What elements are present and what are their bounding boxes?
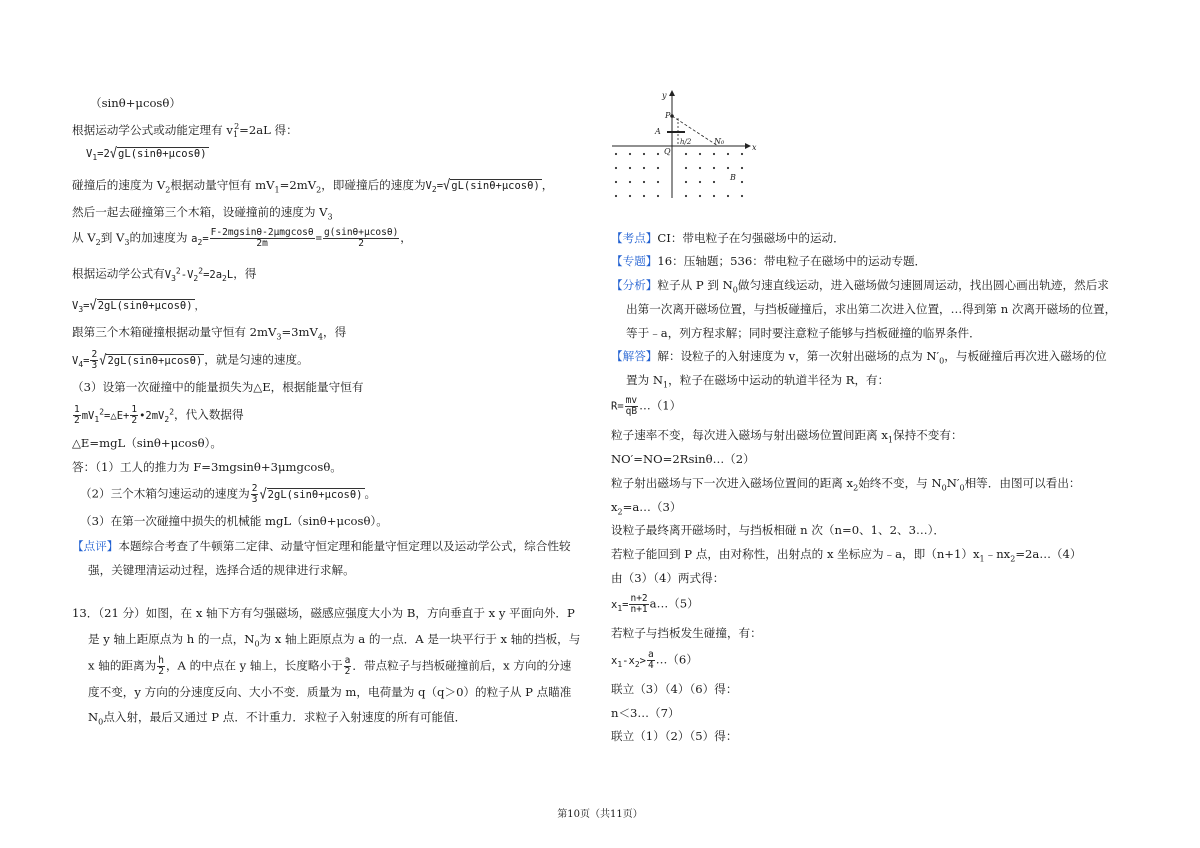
formula-r: R= $\frac{mv}{qB}$ …（1） — [611, 395, 682, 417]
formula-v1: $V_1=2√gL(\sin\theta+\mu\cos\theta)$ — [86, 144, 207, 163]
text-line: △E=mgL（sinθ+μcosθ）。 — [72, 436, 222, 450]
magnetic-field-figure — [610, 88, 770, 200]
text-line: n＜3…（7） — [611, 706, 680, 720]
formula-ineq: $x_1-x_2>$ $\frac{a}{4}$ …（6） — [611, 649, 698, 671]
svg-text:A: A — [655, 127, 661, 136]
svg-text:y: y — [662, 91, 667, 100]
svg-text:N₀: N₀ — [714, 137, 725, 146]
text-line: 然后一起去碰撞第三个木箱，设碰撞前的速度为 $V_3$ — [72, 205, 333, 222]
text-line: 粒子射出磁场与下一次进入磁场位置间的距离 $x_2$始终不变，与 $N_0N'_0$相等．由图可以看出： — [611, 476, 1081, 493]
kaodian-line: 【考点】CI：带电粒子在匀强磁场中的运动． — [611, 231, 845, 245]
zhuanti-line: 【专题】16：压轴题；536：带电粒子在磁场中的运动专题． — [611, 254, 927, 268]
question-line: 13．（21 分）如图，在 x 轴下方有匀强磁场，磁感应强度大小为 B，方向垂直于 x y 平面向外．P — [72, 606, 575, 620]
text-line: 根据运动学公式或动能定理有 $v_1^2=2aL$ 得： — [72, 122, 298, 140]
text-line: 若粒子与挡板发生碰撞，有： — [611, 626, 762, 640]
text-line: 置为 $N_1$，粒子在磁场中运动的轨道半径为 R，有： — [626, 373, 890, 390]
svg-text:x: x — [752, 143, 757, 152]
fenxi-line: 【分析】粒子从 P 到 $N_0$做匀速直线运动，进入磁场做匀速圆周运动，找出圆心画出轨迹，然后求 — [611, 278, 1109, 295]
text-line: 根据运动学公式有$V_3^2-V_2^2=2a_2L$，得 — [72, 266, 257, 283]
energy-formula: $\frac{1}{2}$ $mV_1^2=\triangle E+$ $\frac{1}{2}$ $•2mV_2^2$，代入数据得 — [74, 404, 244, 426]
text-line: NO′=NO=2Rsinθ…（2） — [611, 452, 755, 466]
text-line: 碰撞后的速度为 $V_2$根据动量守恒有 $mV_1=2mV_2$，即碰撞后的速度为$V_2=√gL(\sin\theta+\mu\cos\theta)$ ， — [72, 176, 554, 195]
text-line: 出第一次离开磁场位置，与挡板碰撞后，求出第二次进入位置，…得到第 n 次离开磁场的位置， — [626, 302, 1117, 316]
text-line: 等于﹣a，列方程求解；同时要注意粒子能够与挡板碰撞的临界条件． — [626, 326, 981, 340]
question-line: $N_0$点入射，最后又通过 P 点．不计重力．求粒子入射速度的所有可能值． — [88, 710, 467, 727]
svg-text:Q: Q — [664, 147, 671, 156]
text-line: 跟第三个木箱碰撞根据动量守恒有 $2mV_3=3mV_4$，得 — [72, 325, 347, 342]
text-line: （2）三个木箱匀速运动的速度为 $\frac{2}{3}$ √2gL(sinθ+μcosθ) 。 — [80, 483, 377, 505]
text-line: 强，关键理清运动过程，选择合适的规律进行求解。 — [88, 563, 355, 577]
question-line: 度不变，y 方向的分速度反向、大小不变．质量为 m，电荷量为 q（q＞0）的粒子从 P 点瞄准 — [88, 685, 572, 699]
question-line: x 轴的距离为 $\frac{h}{2}$ ，A 的中点在 y 轴上，长度略小于 $\frac{a}{2}$ ．带点粒子与挡板碰撞前后，x 方向的分速 — [88, 655, 572, 677]
svg-text:h/2: h/2 — [680, 138, 692, 146]
question-line: 是 y 轴上距原点为 h 的一点，$N_0$为 x 轴上距原点为 a 的一点．A 是一块平行于 x 轴的挡板，与 — [88, 632, 581, 649]
page-footer: 第10页（共11页） — [557, 809, 643, 820]
text-line: （3）设第一次碰撞中的能量损失为△E，根据能量守恒有 — [72, 380, 364, 394]
text-line: 若粒子能回到 P 点，由对称性，出射点的 x 坐标应为﹣a，即$(n+1)x_1﹣nx_2=2a\dots(4)$ — [611, 547, 1082, 564]
comment-line: 【点评】本题综合考查了牛顿第二定律、动量守恒定理和能量守恒定理以及运动学公式，综合性较 — [72, 539, 571, 553]
svg-text:B: B — [730, 173, 736, 182]
text-line: $x_2=a\dots(3)$ — [611, 500, 682, 517]
text-line: 答：（1）工人的推力为 F=3mgsinθ+3μmgcosθ。 — [72, 460, 342, 474]
formula-v3: $V_3=√2gL(\sin\theta+\mu\cos\theta)$ ， — [72, 296, 206, 315]
text-line: 联立（1）（2）（5）得： — [611, 729, 738, 743]
jieda-line: 【解答】解：设粒子的入射速度为 v，第一次射出磁场的点为 $N'_0$，与板碰撞后再次进入磁场的位 — [611, 349, 1107, 366]
text-line: 设粒子最终离开磁场时，与挡板相碰 n 次（n=0、1、2、3…）． — [611, 523, 945, 537]
svg-text:P: P — [665, 111, 671, 120]
text-line: 粒子速率不变，每次进入磁场与射出磁场位置间距离 $x_1$保持不变有： — [611, 428, 963, 445]
text-line: 从 $V_2$到 $V_3$的加速度为 $a_2=$ $\frac{\text{F-2mgsinθ-2μmgcosθ}}{2m}$ = $\frac{g(\sin\theta+\mu\cos\theta)}{2}$ ， — [72, 227, 412, 249]
formula-v4: $V_4=$ $\frac{2}{3}$ √2gL(sinθ+μcosθ) ，就是匀速的速度。 — [72, 349, 309, 371]
text-line: （3）在第一次碰撞中损失的机械能 mgL（sinθ+μcosθ）。 — [80, 514, 388, 528]
text-line: 由（3）（4）两式得： — [611, 571, 725, 585]
text-line: （sinθ+μcosθ） — [90, 96, 181, 110]
formula-x1: $x_1=$ $\frac{n+2}{n+1}$ a…（5） — [611, 593, 699, 615]
text-line: 联立（3）（4）（6）得： — [611, 682, 738, 696]
